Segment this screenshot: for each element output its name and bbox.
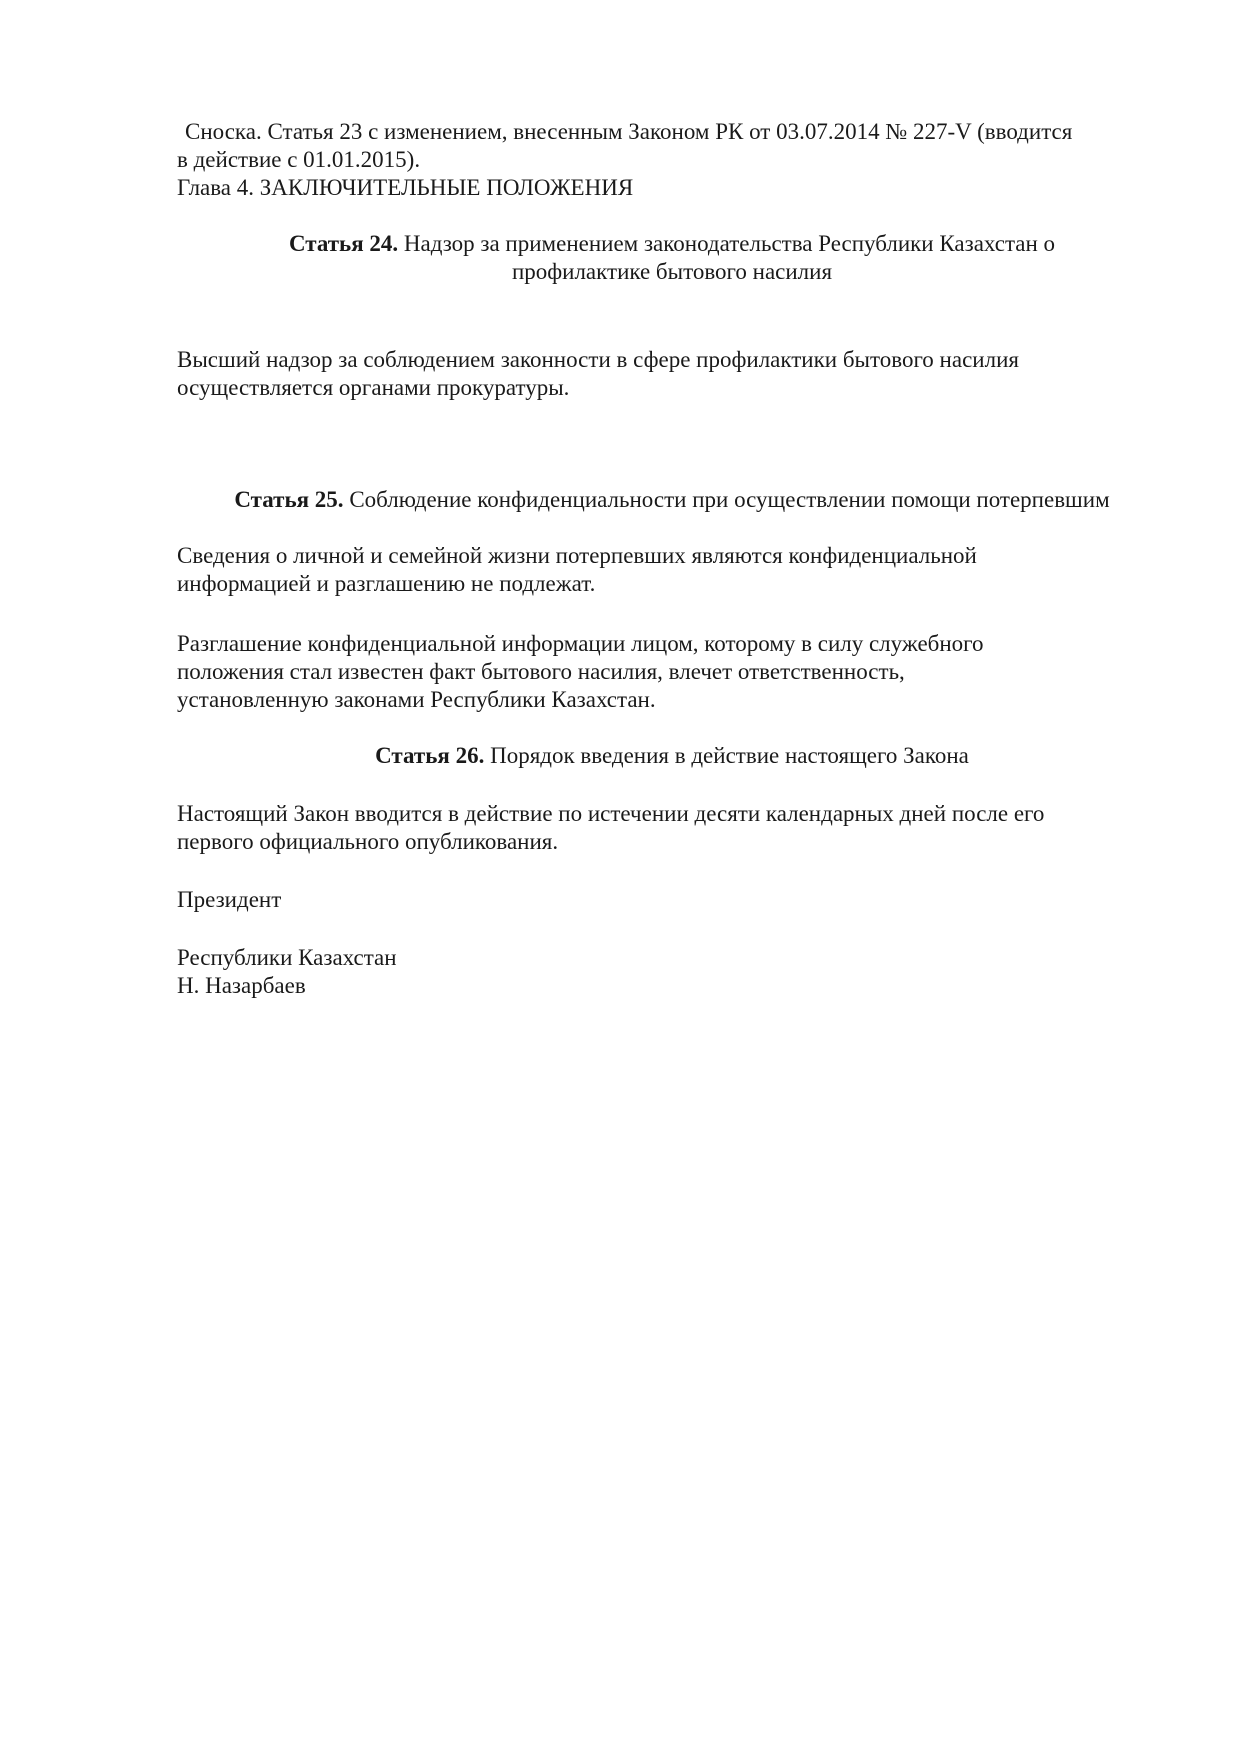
article-25-number: Статья 25. bbox=[234, 487, 344, 512]
article-25-heading bbox=[177, 486, 1167, 514]
article-26-text-line-1: Настоящий Закон вводится в действие по истечении десяти календарных дней после его bbox=[177, 801, 1045, 826]
article-24-number: Статья 24. bbox=[288, 231, 399, 256]
article-26-number: Статья 26. bbox=[375, 743, 485, 768]
article-25-p2-line-1: Разглашение конфиденциальной информации лицом, которому в силу служебного bbox=[177, 631, 984, 656]
article-26-text-line-2: первого официального опубликования. bbox=[177, 829, 559, 854]
article-24-heading bbox=[177, 230, 1167, 258]
article-26-heading bbox=[177, 742, 1167, 770]
signature-country: Республики Казахстан bbox=[177, 945, 397, 970]
article-25-p1-line-1: Сведения о личной и семейной жизни потерпевших являются конфиденциальной bbox=[177, 543, 977, 568]
article-25-p2-line-2: положения стал известен факт бытового насилия, влечет ответственность, bbox=[177, 659, 905, 684]
chapter-heading: Глава 4. ЗАКЛЮЧИТЕЛЬНЫЕ ПОЛОЖЕНИЯ bbox=[177, 175, 634, 200]
article-25-p1-line-2: информацией и разглашению не подлежат. bbox=[177, 571, 596, 596]
article-25-p2-line-3: установленную законами Республики Казахстан. bbox=[177, 687, 656, 712]
article-24-title-line-2: профилактике бытового насилия bbox=[511, 259, 833, 284]
article-24-text-line-2: осуществляется органами прокуратуры. bbox=[177, 375, 570, 400]
footnote-line-2: в действие с 01.01.2015). bbox=[177, 147, 421, 172]
signature-title: Президент bbox=[177, 887, 282, 912]
footnote-line-1: Сноска. Статья 23 с изменением, внесенным Законом РК от 03.07.2014 № 227-V (вводится bbox=[185, 119, 1073, 144]
article-24-text-line-1: Высший надзор за соблюдением законности в сфере профилактики бытового насилия bbox=[177, 347, 1019, 372]
signature-name: Н. Назарбаев bbox=[177, 973, 306, 998]
article-25-title: Соблюдение конфиденциальности при осуществлении помощи потерпевшим bbox=[349, 487, 1110, 512]
article-26-title: Порядок введения в действие настоящего Закона bbox=[490, 743, 969, 768]
article-24-title-line-1: Надзор за применением законодательства Республики Казахстан о bbox=[403, 231, 1056, 256]
